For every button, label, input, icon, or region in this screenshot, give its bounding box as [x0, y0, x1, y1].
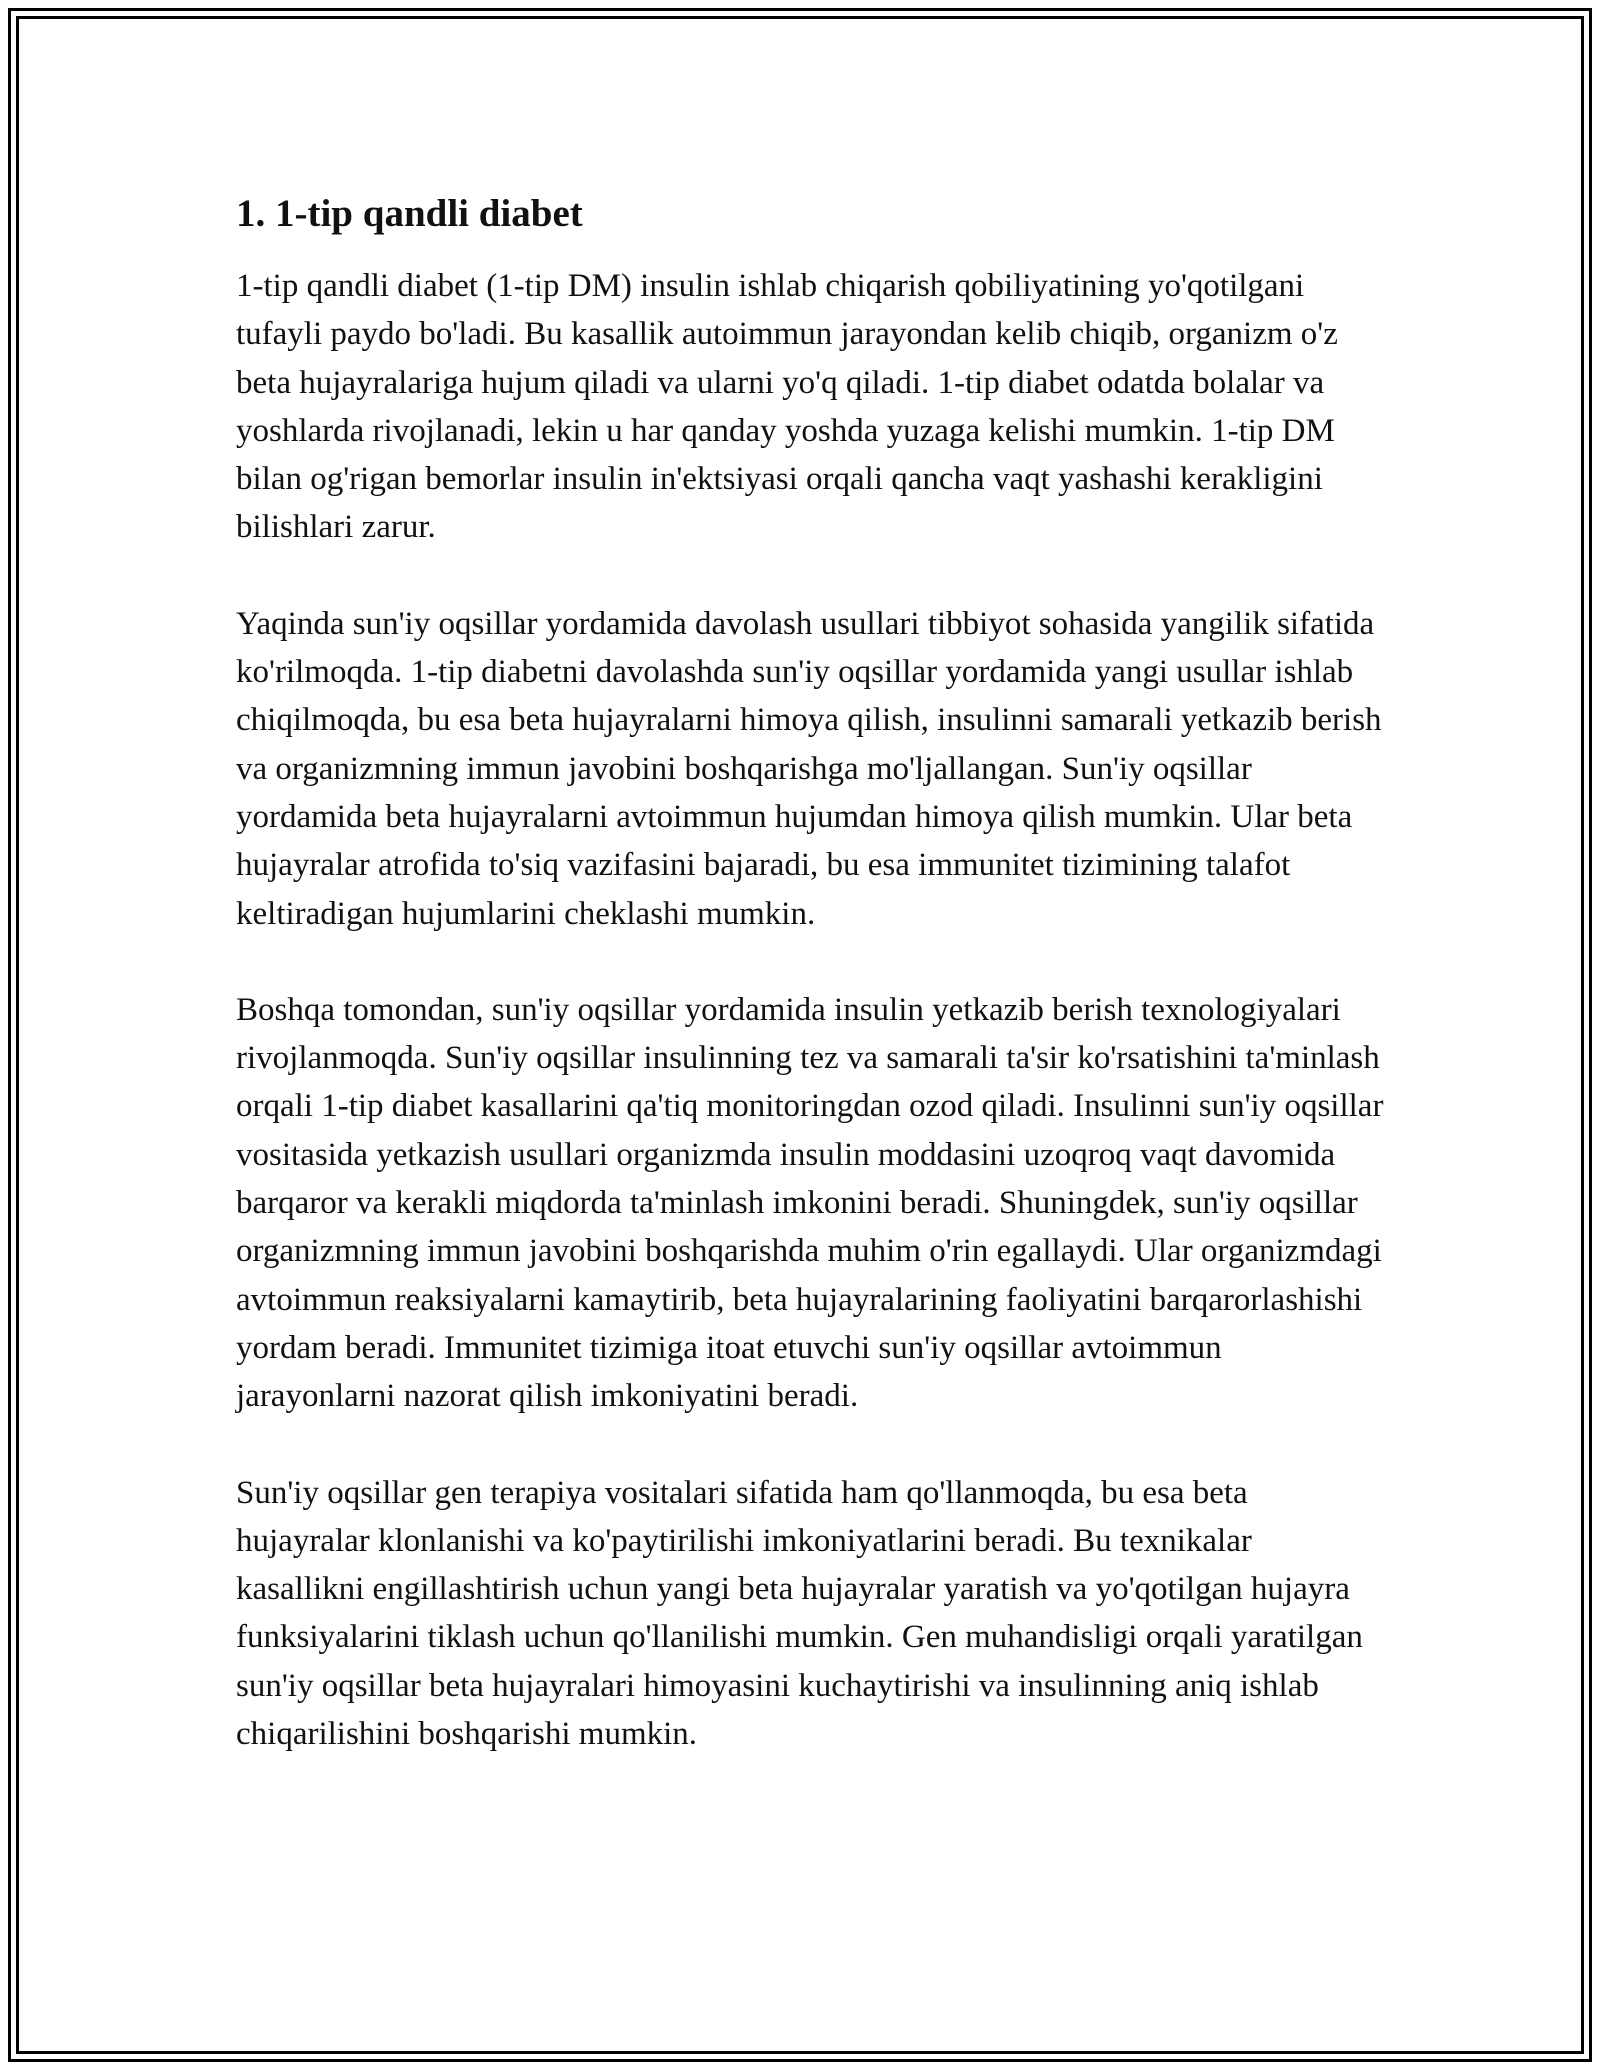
section-heading: 1. 1-tip qandli diabet: [236, 192, 583, 235]
paragraph-3: Boshqa tomondan, sun'iy oqsillar yordamida insulin yetkazib berish texnologiyalari rivojlanmoqda. Sun'iy oqsillar insulinning tez va samarali ta'sir ko'rsatishini ta'minlash orqali 1-tip diabet kasallarini qa'tiq monitoringdan ozod qiladi. Insulinni sun'iy oqsillar vositasida yetkazish usullari organizmda insulin moddasini uzoqroq vaqt davomida barqaror va kerakli miqdorda ta'minlash imkonini beradi. Shuningdek, sun'iy oqsillar organizmning immun javobini boshqarishda muhim o'rin egallaydi. Ular organizmdagi avtoimmun reaksiyalarni kamaytirib, beta hujayralarining faoliyatini barqarorlashishi yordam beradi. Immunitet tizimiga itoat etuvchi sun'iy oqsillar avtoimmun jarayonlarni nazorat qilish imkoniyatini beradi.: [236, 991, 1384, 1415]
paragraph-2: Yaqinda sun'iy oqsillar yordamida davolash usullari tibbiyot sohasida yangilik sifatida ko'rilmoqda. 1-tip diabetni davolashda sun'iy oqsillar yordamida yangi usullar ishlab chiqilmoqda, bu esa beta hujayralarni himoya qilish, insulinni samarali yetkazib berish va organizmning immun javobini boshqarishga mo'ljallangan. Sun'iy oqsillar yordamida beta hujayralarni avtoimmun hujumdan himoya qilish mumkin. Ular beta hujayralar atrofida to'siq vazifasini bajaradi, bu esa immunitet tizimining talafot keltiradigan hujumlarini cheklashi mumkin.: [236, 605, 1382, 932]
document-body: [236, 188, 1386, 1806]
paragraph-1: 1-tip qandli diabet (1-tip DM) insulin ishlab chiqarish qobiliyatining yo'qotilgani tufayli paydo bo'ladi. Bu kasallik autoimmun jarayondan kelib chiqib, organizm o'z beta hujayralariga hujum qiladi va ularni yo'q qiladi. 1-tip diabet odatda bolalar va yoshlarda rivojlanadi, lekin u har qanday yoshda yuzaga kelishi mumkin. 1-tip DM bilan og'rigan bemorlar insulin in'ektsiyasi orqali qancha vaqt yashashi kerakligini bilishlari zarur.: [236, 268, 1338, 546]
paragraph-4: Sun'iy oqsillar gen terapiya vositalari sifatida ham qo'llanmoqda, bu esa beta hujayralar klonlanishi va ko'paytirilishi imkoniyatlarini beradi. Bu texnikalar kasallikni engillashtirish uchun yangi beta hujayralar yaratish va yo'qotilgan hujayra funksiyalarini tiklash uchun qo'llanilishi mumkin. Gen muhandisligi orqali yaratilgan sun'iy oqsillar beta hujayralari himoyasini kuchaytirishi va insulinning aniq ishlab chiqarilishini boshqarishi mumkin.: [236, 1474, 1363, 1753]
